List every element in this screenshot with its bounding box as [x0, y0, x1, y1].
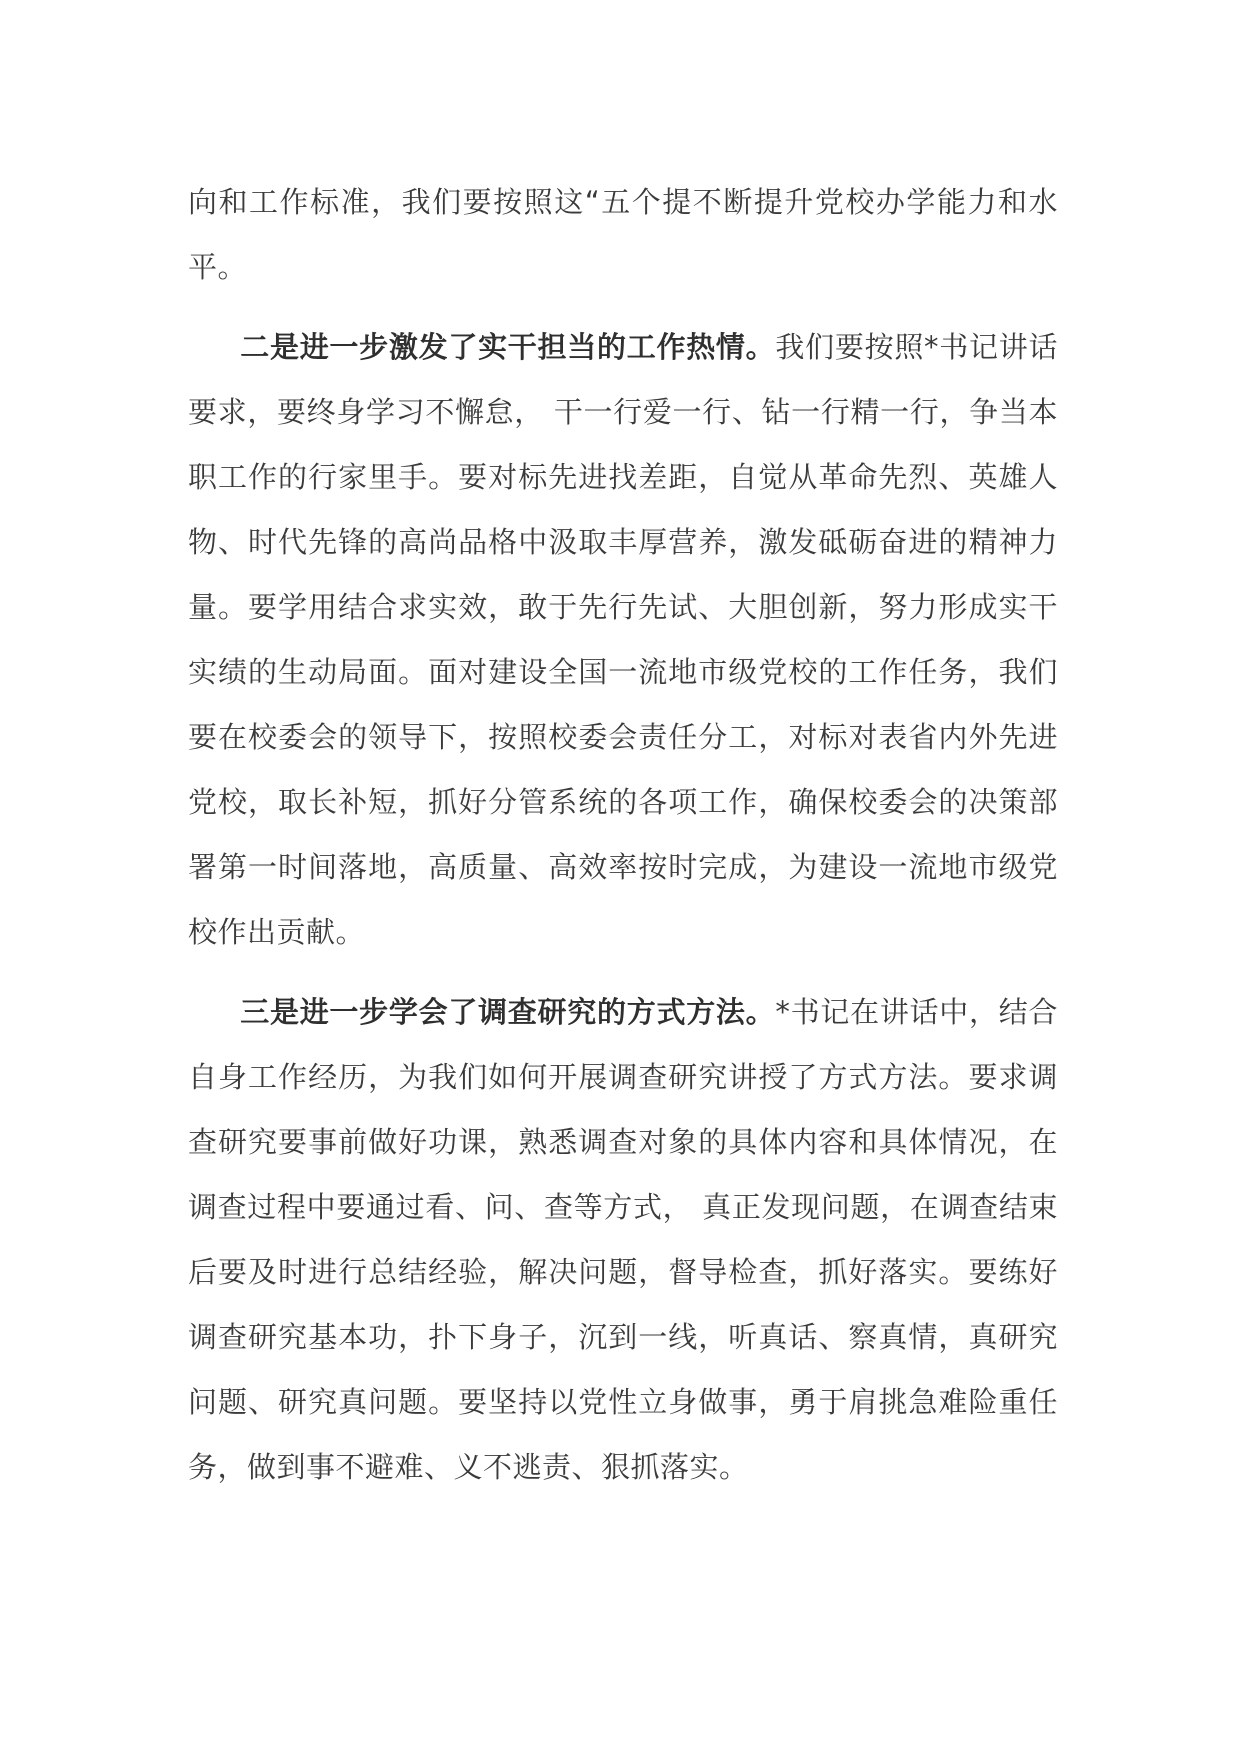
paragraph-text: *书记在讲话中，结合自身工作经历，为我们如何开展调查研究讲授了方式方法。要求调查研究要事前做好功课，熟悉调查对象的具体内容和具体情况，在调查过程中要通过看、问、查等方式， 真正发现问题，在调查结束后要及时进行总结经验，解决问题，督导检查，抓好落实。要练好调查研究基本功，扑下身子，沉到一线，听真话、察真情，真研究问题、研究真问题。要坚持以党性立身做事，勇于肩挑急难险重任务，做到事不避难、义不逃责、狠抓落实。: [188, 995, 1058, 1484]
paragraph-text: 向和工作标准，我们要按照这“五个提不断提升党校办学能力和水平。: [188, 185, 1058, 284]
paragraph-two: [188, 315, 1058, 965]
document-body: [188, 170, 1058, 1500]
paragraph-lead-heading: 三是进一步学会了调查研究的方式方法。: [240, 995, 776, 1029]
paragraph-text: 我们要按照*书记讲话要求，要终身学习不懈怠， 干一行爱一行、钻一行精一行，争当本职工作的行家里手。要对标先进找差距，自觉从革命先烈、英雄人物、时代先锋的高尚品格中汲取丰厚营养，激发砥砺奋进的精神力量。要学用结合求实效，敢于先行先试、大胆创新，努力形成实干实绩的生动局面。面对建设全国一流地市级党校的工作任务，我们要在校委会的领导下，按照校委会责任分工，对标对表省内外先进党校，取长补短，抓好分管系统的各项工作，确保校委会的决策部署第一时间落地，高质量、高效率按时完成，为建设一流地市级党校作出贡献。: [188, 330, 1058, 949]
paragraph-three: [188, 980, 1058, 1500]
paragraph-continuation: [188, 170, 1058, 300]
paragraph-lead-heading: 二是进一步激发了实干担当的工作热情。: [240, 330, 776, 364]
